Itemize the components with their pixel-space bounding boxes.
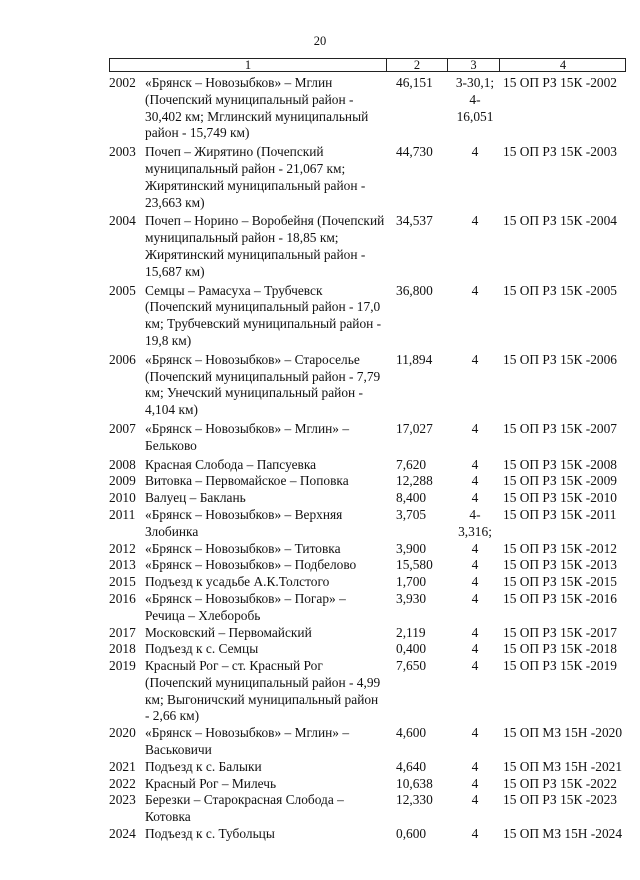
road-length: 15,580 — [396, 557, 433, 573]
table-row — [0, 421, 640, 455]
road-id: 15 ОП РЗ 15К -2010 — [503, 490, 618, 506]
road-category: 4 — [471, 641, 479, 657]
road-id: 15 ОП РЗ 15К -2011 — [503, 506, 617, 522]
road-name: «Брянск – Новозыбков» – Староселье (Почепский муниципальный район - 7,79 км; Унечский муниципальный район - 4,104 км) — [145, 351, 381, 418]
road-id: 15 ОП РЗ 15К -2016 — [503, 590, 618, 606]
road-category: 4 — [471, 590, 479, 606]
table-row — [0, 473, 640, 490]
road-id: 15 ОП РЗ 15К -2007 — [503, 420, 618, 436]
road-length: 10,638 — [396, 775, 433, 791]
road-code: 2022 — [109, 775, 136, 791]
road-length: 8,400 — [396, 490, 427, 506]
road-name: Московский – Первомайский — [145, 624, 312, 640]
road-length: 0,600 — [396, 826, 427, 842]
road-name: «Брянск – Новозыбков» – Мглин (Почепский муниципальный район - 30,402 км; Мглинский муниципальный район - 15,749 км) — [145, 75, 369, 141]
road-id: 15 ОП РЗ 15К -2022 — [503, 775, 618, 791]
road-length: 17,027 — [396, 420, 433, 436]
road-code: 2011 — [109, 506, 136, 522]
road-code: 2017 — [109, 624, 136, 640]
table-row — [0, 826, 640, 843]
road-id: 15 ОП РЗ 15К -2012 — [503, 540, 618, 556]
road-category: 4 — [471, 540, 479, 556]
table-row — [0, 352, 640, 419]
road-length: 4,600 — [396, 725, 427, 741]
road-code: 2007 — [109, 420, 136, 436]
table-header — [109, 58, 626, 72]
road-code: 2012 — [109, 540, 136, 556]
road-code: 2021 — [109, 758, 136, 774]
road-id: 15 ОП РЗ 15К -2018 — [503, 641, 618, 657]
header-col-3: 3 — [448, 59, 500, 71]
road-category: 4 — [471, 351, 479, 367]
road-name: Валуец – Баклань — [145, 490, 246, 506]
road-name: Витовка – Первомайское – Поповка — [145, 473, 349, 489]
road-name: Подъезд к с. Балыки — [145, 758, 262, 774]
table-row — [0, 541, 640, 558]
road-name: «Брянск – Новозыбков» – Мглин» – Васьковичи — [145, 725, 350, 758]
road-code: 2002 — [109, 75, 136, 90]
road-length: 36,800 — [396, 282, 433, 298]
table-row — [0, 792, 640, 826]
road-length: 3,900 — [396, 540, 427, 556]
road-id: 15 ОП РЗ 15К -2002 — [503, 75, 618, 90]
page-number: 20 — [313, 34, 327, 48]
road-category: 4 — [471, 473, 479, 489]
road-name: Березки – Старокрасная Слобода – Котовка — [145, 792, 344, 825]
road-length: 4,640 — [396, 758, 427, 774]
road-id: 15 ОП РЗ 15К -2013 — [503, 557, 618, 573]
road-id: 15 ОП МЗ 15Н -2020 — [503, 725, 623, 741]
road-length: 3,930 — [396, 590, 427, 606]
road-category: 4 — [471, 213, 479, 229]
road-category: 4 — [471, 725, 479, 741]
road-length: 2,119 — [396, 624, 426, 640]
table-row — [0, 759, 640, 776]
road-category: 4 — [471, 574, 479, 590]
road-name: «Брянск – Новозыбков» – Мглин» – Бельково — [145, 420, 350, 453]
road-code: 2006 — [109, 351, 136, 367]
road-length: 12,330 — [396, 792, 433, 808]
header-col-4: 4 — [559, 58, 567, 72]
table-row — [0, 641, 640, 658]
road-category: 4 — [471, 420, 479, 436]
road-id: 15 ОП РЗ 15К -2005 — [503, 282, 618, 298]
road-id: 15 ОП РЗ 15К -2006 — [503, 351, 618, 367]
road-id: 15 ОП РЗ 15К -2004 — [503, 213, 618, 229]
road-name: Красная Слобода – Папсуевка — [145, 456, 317, 472]
road-id: 15 ОП РЗ 15К -2008 — [503, 456, 618, 472]
road-category: 4 — [471, 557, 479, 573]
road-id: 15 ОП РЗ 15К -2023 — [503, 792, 618, 808]
table-row — [0, 457, 640, 474]
road-code: 2019 — [109, 658, 136, 674]
road-name: Подъезд к с. Семцы — [145, 641, 259, 657]
road-length: 7,620 — [396, 456, 427, 472]
table-row — [0, 591, 640, 625]
road-name: Подъезд к с. Тубольцы — [145, 826, 275, 842]
road-length: 3,705 — [396, 506, 427, 522]
road-length: 1,700 — [396, 574, 427, 590]
road-name: Подъезд к усадьбе А.К.Толстого — [145, 574, 330, 590]
road-name: Красный Рог – ст. Красный Рог (Почепский муниципальный район - 4,99 км; Выгоничский муниципальный район - 2,66 км) — [145, 658, 381, 724]
road-id: 15 ОП РЗ 15К -2015 — [503, 574, 618, 590]
road-code: 2008 — [109, 456, 136, 472]
road-code: 2020 — [109, 725, 136, 741]
road-id: 15 ОП РЗ 15К -2003 — [503, 144, 618, 160]
table-row — [0, 75, 640, 142]
road-length: 44,730 — [396, 144, 433, 160]
road-length: 12,288 — [396, 473, 433, 489]
table-row — [0, 625, 640, 642]
header-col-2: 2 — [387, 59, 448, 71]
road-code: 2023 — [109, 792, 136, 808]
table-row — [0, 776, 640, 793]
road-code: 2016 — [109, 590, 136, 606]
header-col-1: 1 — [110, 59, 387, 71]
table-row — [0, 557, 640, 574]
road-id: 15 ОП МЗ 15Н -2024 — [503, 826, 623, 842]
road-category: 4 — [471, 758, 479, 774]
table-row — [0, 213, 640, 280]
road-id: 15 ОП РЗ 15К -2019 — [503, 658, 618, 674]
road-length: 0,400 — [396, 641, 427, 657]
table-row — [0, 507, 640, 541]
table-row — [0, 490, 640, 507]
road-code: 2010 — [109, 490, 136, 506]
road-table — [0, 75, 640, 843]
road-category: 4 — [471, 624, 479, 640]
road-name: «Брянск – Новозыбков» – Титовка — [145, 540, 341, 556]
table-row — [0, 658, 640, 725]
road-code: 2009 — [109, 473, 136, 489]
road-category: 4 — [471, 826, 479, 842]
road-id: 15 ОП МЗ 15Н -2021 — [503, 758, 623, 774]
road-category: 4-3,316; — [458, 506, 492, 539]
road-category: 4 — [471, 282, 479, 298]
road-category: 4 — [471, 775, 479, 791]
road-name: Почеп – Жирятино (Почепский муниципальный район - 21,067 км; Жирятинский муниципальный район - 23,663 км) — [145, 144, 366, 210]
road-length: 46,151 — [396, 75, 433, 90]
road-category: 4 — [471, 792, 479, 808]
table-row — [0, 574, 640, 591]
road-length: 34,537 — [396, 213, 433, 229]
road-name: «Брянск – Новозыбков» – Погар» – Речица – Хлеборобь — [145, 590, 346, 623]
road-category: 4 — [471, 658, 479, 674]
road-name: «Брянск – Новозыбков» – Верхняя Злобинка — [145, 506, 343, 539]
road-name: Семцы – Рамасуха – Трубчевск (Почепский муниципальный район - 17,0 км; Трубчевский муниципальный район - 19,8 км) — [145, 282, 382, 348]
table-row — [0, 283, 640, 350]
road-code: 2004 — [109, 213, 136, 229]
road-code: 2015 — [109, 574, 136, 590]
road-length: 11,894 — [396, 351, 433, 367]
road-length: 7,650 — [396, 658, 427, 674]
road-code: 2024 — [109, 826, 136, 842]
road-id: 15 ОП РЗ 15К -2009 — [503, 473, 618, 489]
road-code: 2013 — [109, 557, 136, 573]
road-name: Почеп – Норино – Воробейня (Почепский муниципальный район - 18,85 км; Жирятинский муниципальный район - 15,687 км) — [145, 213, 385, 279]
road-name: Красный Рог – Милечь — [145, 775, 277, 791]
road-name: «Брянск – Новозыбков» – Подбелово — [145, 557, 357, 573]
road-code: 2018 — [109, 641, 136, 657]
road-category: 3-30,1; 4-16,051 — [455, 75, 495, 124]
road-id: 15 ОП РЗ 15К -2017 — [503, 624, 618, 640]
road-code: 2005 — [109, 282, 136, 298]
road-code: 2003 — [109, 144, 136, 160]
table-row — [0, 725, 640, 759]
road-category: 4 — [471, 144, 479, 160]
road-category: 4 — [471, 490, 479, 506]
table-row — [0, 144, 640, 211]
road-category: 4 — [471, 456, 479, 472]
